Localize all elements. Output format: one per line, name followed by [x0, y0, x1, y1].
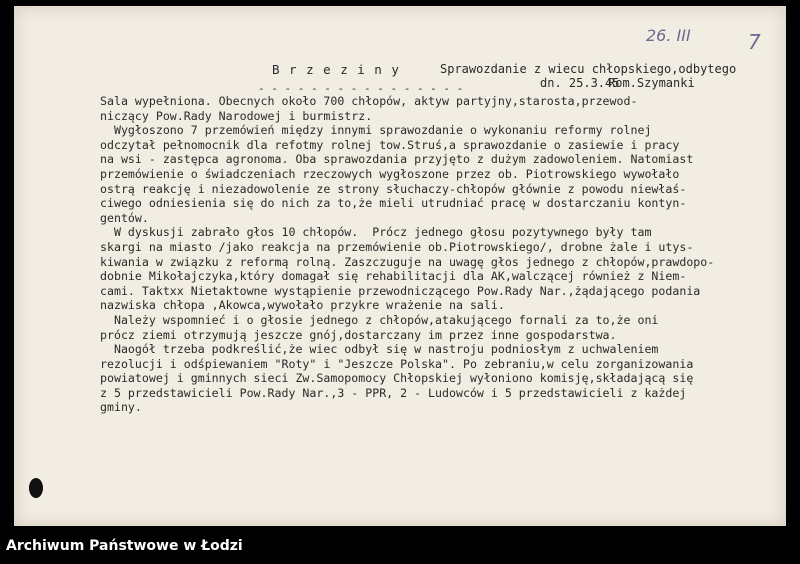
report-date: dn. 25.3.45 [540, 76, 620, 90]
document-title: B r z e z i n y [272, 62, 400, 77]
report-subject: Sprawozdanie z wiecu chłopskiego,odbytego [440, 62, 737, 76]
body-line: dobnie Mikołajczyka,który domagał się rehabilitacji dla AK,walczącej również z Niem- [100, 269, 687, 284]
body-line: przemówienie o świadczeniach rzeczowych wygłoszone przez ob. Piotrowskiego wywołało [100, 166, 680, 181]
body-line: powiatowej i gminnych sieci Zw.Samopomocy Chłopskiej wyłoniono komisję,składającą się [100, 371, 694, 386]
body-line: skargi na miasto /jako reakcja na przemówienie ob.Piotrowskiego/, drobne żale i utys- [100, 239, 694, 254]
body-line: kiwania w związku z reformą rolną. Zaszczuguje na uwagę głos jednego z chłopów,prawdopo- [100, 254, 715, 269]
body-line: Wygłoszono 7 przemówień między innymi sprawozdanie o wykonaniu reformy rolnej [100, 123, 652, 138]
body-line: W dyskusji zabrało głos 10 chłopów. Prócz jednego głosu pozytywnego były tam [100, 225, 652, 240]
body-line: Sala wypełniona. Obecnych około 700 chłopów, aktyw partyjny,starosta,przewod- [100, 94, 638, 108]
body-line: Naogół trzeba podkreślić,że wiec odbył się w nastroju podniosłym z uchwaleniem [100, 342, 659, 357]
report-body [100, 94, 780, 415]
archive-footer [0, 526, 800, 564]
body-line: niczący Pow.Rady Narodowej i burmistrz. [100, 108, 373, 123]
body-line: gentów. [100, 210, 149, 225]
body-line: nazwiska chłopa ,Akowca,wywołało przykre wrażenie na sali. [100, 298, 505, 313]
body-line: rezolucji i odśpiewaniem "Roty" i "Jeszcze Polska". Po zebraniu,w celu zorganizowania [100, 356, 694, 371]
body-line: na wsi - zastępca agronoma. Oba sprawozdania przyjęto z dużym zadowoleniem. Natomiast [100, 152, 694, 167]
body-line: prócz ziemi otrzymują jeszcze gnój,dostarczany im przez inne gospodarstwa. [100, 327, 617, 342]
body-line: odczytał pełnomocnik dla refotmy rolnej tow.Struś,a sprawozdanie o zasiewie i pracy [100, 137, 680, 152]
body-line: cami. Taktxx Nietaktowne wystąpienie przewodniczącego Pow.Rady Nar.,żądającego podania [100, 283, 701, 298]
body-line: ostrą reakcję i niezadowolenie ze strony słuchaczy-chłopów głównie z powodu niewłaś- [100, 181, 687, 196]
body-line: z 5 przedstawicieli Pow.Rady Nar.,3 - PPR, 2 - Ludowców i 5 przedstawicieli z każdej [100, 385, 687, 400]
body-line: gminy. [100, 400, 142, 415]
title-underline: - - - - - - - - - - - - - - - - [258, 82, 464, 95]
punch-hole [29, 478, 43, 498]
body-line: Należy wspomnieć i o głosie jednego z chłopów,atakującego fornali za to,że oni [100, 312, 659, 327]
archive-label: Archiwum Państwowe w Łodzi [6, 538, 243, 554]
report-author: Rom.Szymanki [608, 76, 695, 90]
handwritten-reference: 26. III [646, 26, 691, 45]
handwritten-page-number: 7 [748, 30, 761, 54]
body-line: ciwego odniesienia się do nich za to,że mieli utrudniać pracę w dostarczaniu kontyn- [100, 196, 687, 211]
